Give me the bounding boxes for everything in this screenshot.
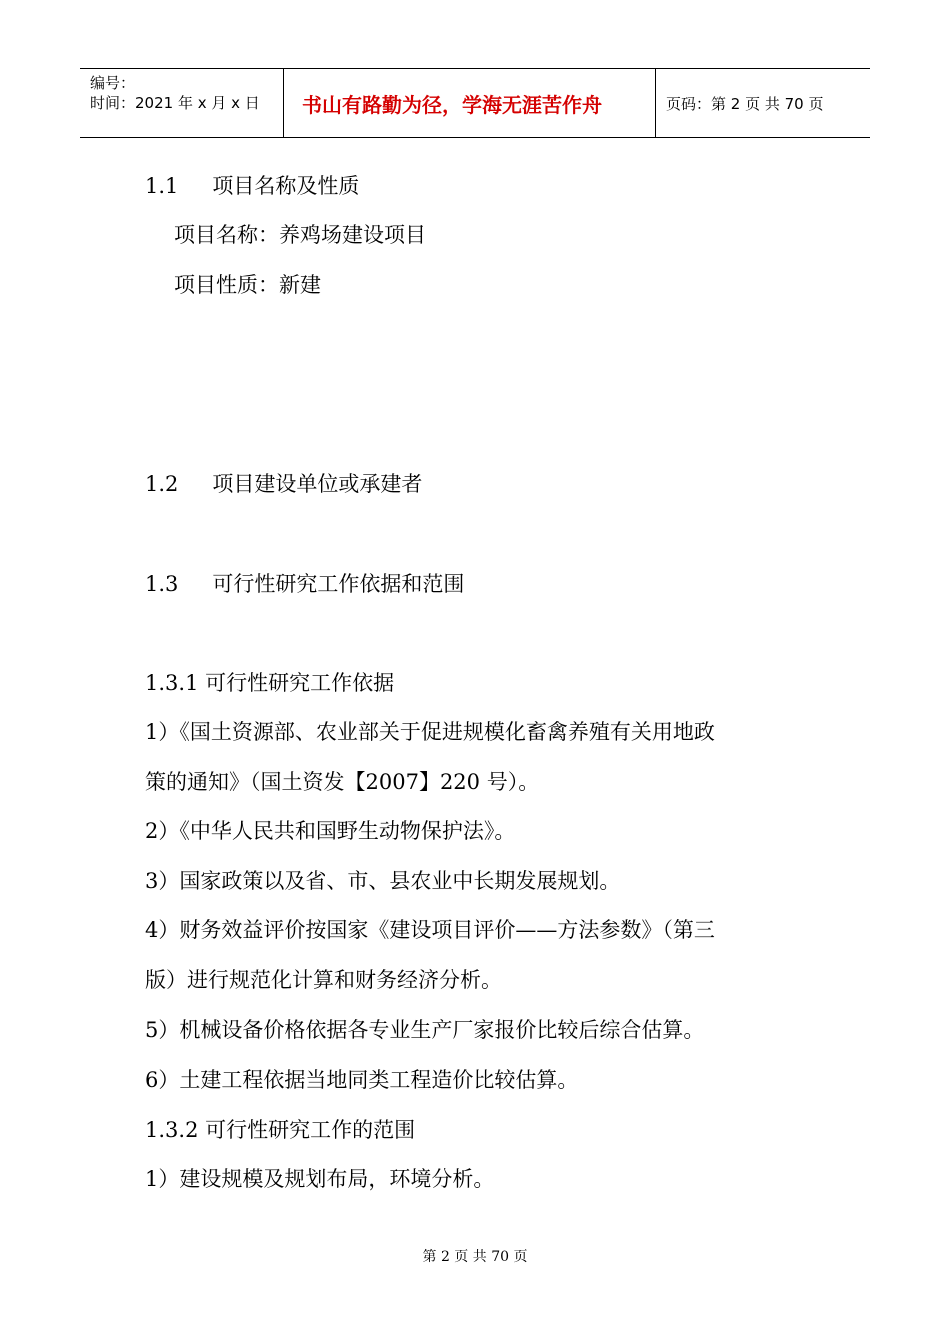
section-number: 1.1 — [145, 174, 179, 198]
basis-line: 6）土建工程依据当地同类工程造价比较估算。 — [145, 1068, 579, 1092]
section-1-3-1-heading: 1.3.1 可行性研究工作依据 — [145, 671, 395, 695]
section-1-2-heading — [145, 470, 422, 498]
header-page-cell — [656, 69, 870, 137]
basis-line: 策的通知》（国土资发【2007】220 号）。 — [145, 770, 540, 794]
section-1-3-heading — [145, 570, 464, 598]
basis-line: 版）进行规范化计算和财务经济分析。 — [145, 968, 502, 992]
basis-line: 3）国家政策以及省、市、县农业中长期发展规划。 — [145, 869, 621, 893]
section-title: 项目名称及性质 — [212, 174, 360, 198]
serial-label: 编号： — [90, 74, 136, 92]
date-label: 时间：2021 年 x 月 x 日 — [90, 94, 260, 112]
project-name-line: 项目名称：养鸡场建设项目 — [174, 223, 426, 247]
basis-line: 4）财务效益评价按国家《建设项目评价——方法参数》（第三 — [145, 918, 715, 942]
page-header — [80, 68, 870, 138]
basis-line: 5）机械设备价格依据各专业生产厂家报价比较后综合估算。 — [145, 1018, 705, 1042]
scope-line: 1）建设规模及规划布局，环境分析。 — [145, 1167, 495, 1191]
section-title: 项目建设单位或承建者 — [212, 472, 423, 496]
header-meta-cell — [80, 69, 283, 137]
section-1-3-2-heading: 1.3.2 可行性研究工作的范围 — [145, 1118, 416, 1142]
page-footer: 第 2 页 共 70 页 — [422, 1249, 528, 1265]
section-number: 1.3 — [145, 572, 179, 596]
section-number: 1.2 — [145, 472, 179, 496]
basis-line: 1）《国土资源部、农业部关于促进规模化畜禽养殖有关用地政 — [145, 720, 715, 744]
header-page-info: 页码：第 2 页 共 70 页 — [666, 94, 824, 113]
project-nature-line: 项目性质：新建 — [174, 273, 321, 297]
section-title: 可行性研究工作依据和范围 — [212, 572, 465, 596]
header-motto: 书山有路勤为径，学海无涯苦作舟 — [302, 92, 602, 117]
basis-line: 2）《中华人民共和国野生动物保护法》。 — [145, 819, 516, 843]
section-1-1-heading — [145, 172, 359, 200]
header-motto-cell — [283, 69, 656, 137]
